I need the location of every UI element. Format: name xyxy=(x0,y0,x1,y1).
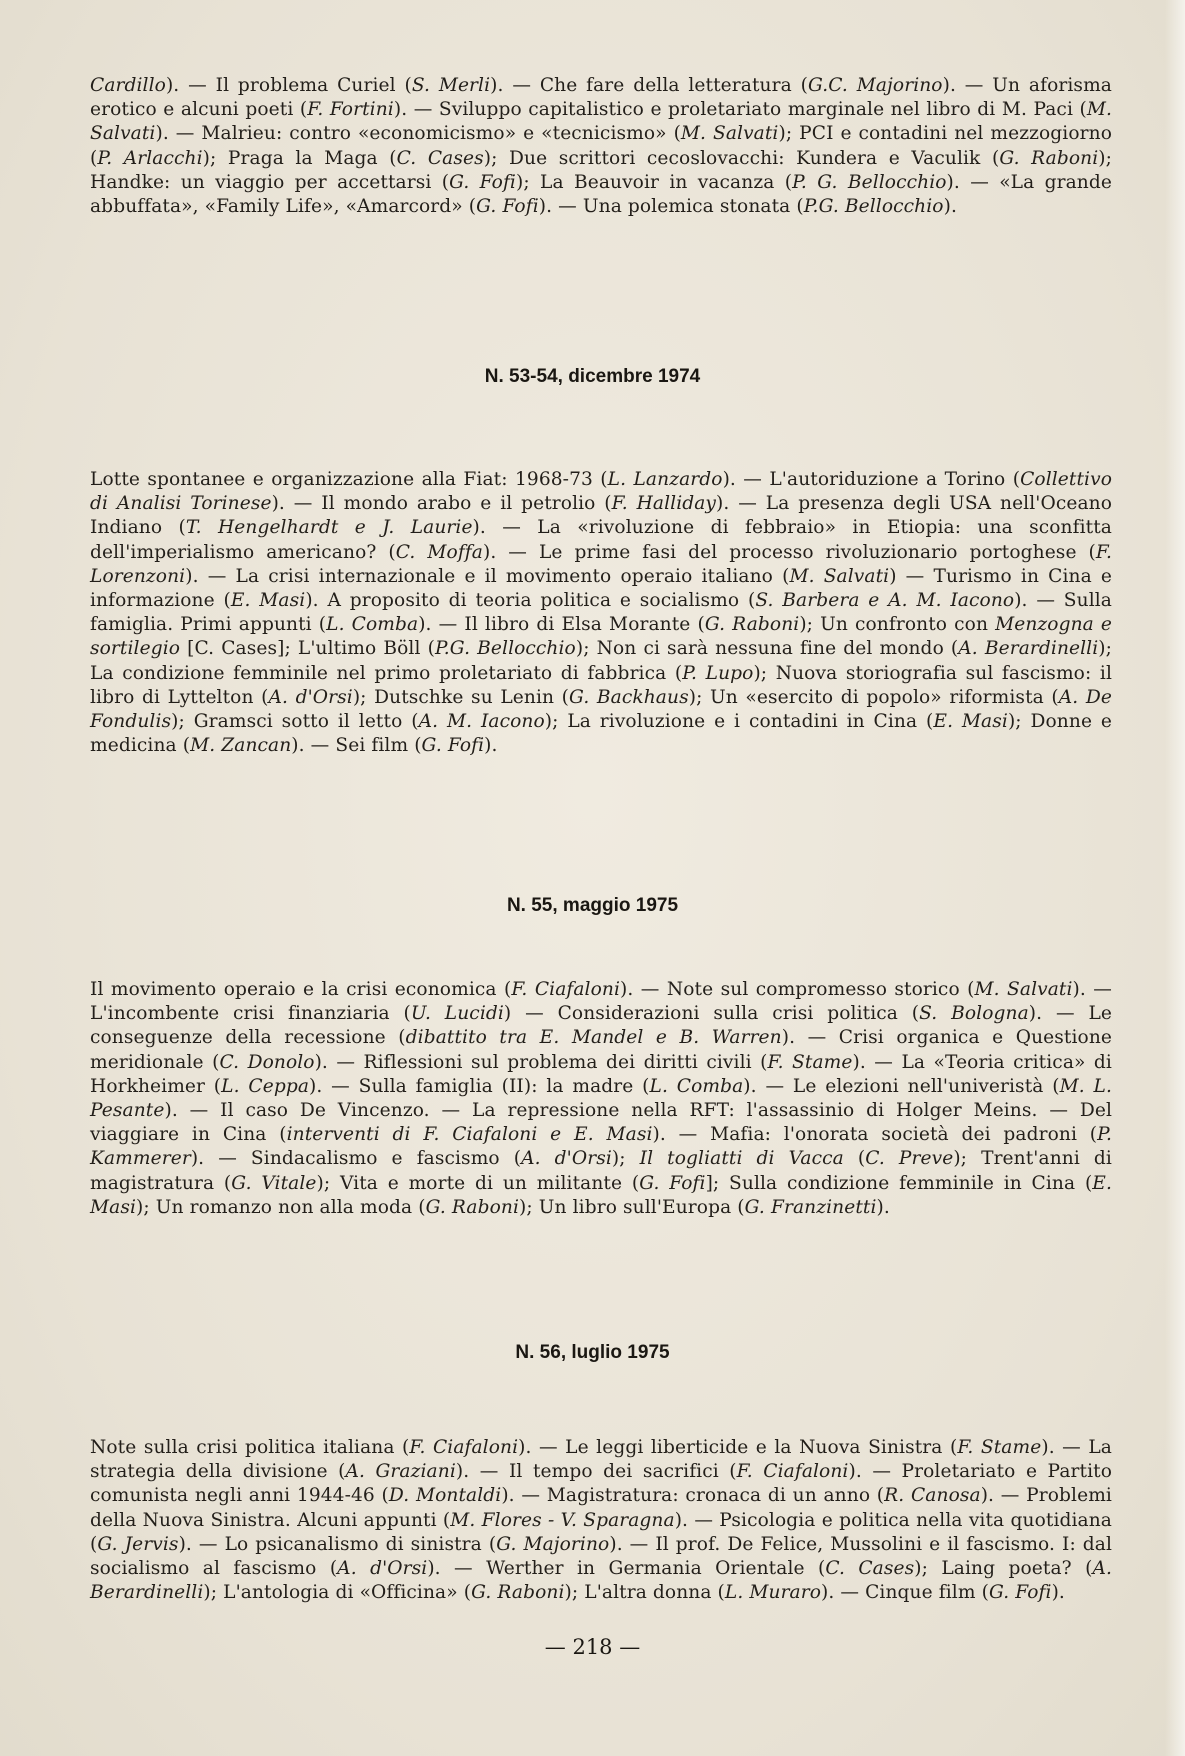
italic-text-run: P. Kammerer xyxy=(90,1124,1112,1170)
italic-text-run: M. Salvati xyxy=(789,565,890,587)
text-run: ). — Magistratura: cronaca di un anno ( xyxy=(501,1485,885,1507)
text-run: ). — Sulla famiglia. Primi appunti ( xyxy=(90,590,1112,636)
text-run: ); Un confronto con xyxy=(799,614,996,636)
italic-text-run: L. Comba xyxy=(326,614,419,636)
text-run: ). — La «rivoluzione di febbraio» in Etiopia: una sconfitta dell'imperialismo americano? ( xyxy=(90,517,1112,563)
text-run: ). — Werther in Germania Orientale ( xyxy=(427,1558,826,1580)
text-run: ); Vita e morte di un militante ( xyxy=(316,1172,640,1194)
italic-text-run: C. Donolo xyxy=(219,1051,315,1073)
text-run: ). — Sulla famiglia (II): la madre ( xyxy=(309,1075,650,1097)
page-edge-shadow xyxy=(1165,0,1185,1756)
text-run: ). — Il mondo arabo e il petrolio ( xyxy=(271,493,612,515)
italic-text-run: F. Lorenzoni xyxy=(90,541,1112,587)
italic-text-run: A. d'Orsi xyxy=(337,1558,428,1580)
italic-text-run: A. Graziani xyxy=(345,1461,456,1483)
italic-text-run: G. Fofi xyxy=(449,171,516,193)
italic-text-run: G. Backhaus xyxy=(569,686,689,708)
text-run: ); L'altra donna ( xyxy=(564,1582,725,1604)
italic-text-run: U. Lucidi xyxy=(410,1003,504,1025)
italic-text-run: A. Berardinelli xyxy=(958,638,1099,660)
text-run: ); Gramsci sotto il letto ( xyxy=(171,711,419,733)
italic-text-run: M. L. Pesante xyxy=(90,1075,1112,1122)
italic-text-run: G. Fofi xyxy=(639,1172,706,1194)
italic-text-run: A. De Fondulis xyxy=(90,686,1112,733)
text-run: ). — «La grande abbuffata», «Family Life», «Amarcord» ( xyxy=(90,171,1112,218)
italic-text-run: G. Vitale xyxy=(231,1172,317,1194)
text-run: ). xyxy=(876,1196,890,1218)
text-run: ). — Le leggi liberticide e la Nuova Sinistra ( xyxy=(518,1437,958,1458)
text-run: ); La Beauvoir in vacanza ( xyxy=(515,171,793,193)
italic-text-run: G. Raboni xyxy=(704,614,800,636)
italic-text-run: F. Stame xyxy=(767,1051,853,1073)
italic-text-run: P.G. Bellocchio xyxy=(434,638,576,660)
text-run: Note sulla crisi politica italiana ( xyxy=(90,1437,410,1458)
italic-text-run: F. Ciafaloni xyxy=(409,1437,519,1458)
text-run: ). — Riflessioni sul problema dei diritti civili ( xyxy=(314,1051,768,1073)
text-run: ). — L'incombente crisi finanziaria ( xyxy=(90,979,1112,1025)
text-run: ); Un romanzo non alla moda ( xyxy=(136,1196,426,1218)
italic-text-run: T. Hengelhardt e J. Laurie xyxy=(185,517,473,539)
italic-text-run: dibattito tra E. Mandel e B. Warren xyxy=(405,1027,782,1049)
text-run: ). — Psicologia e politica nella vita quotidiana ( xyxy=(90,1509,1112,1555)
italic-text-run: A. d'Orsi xyxy=(521,1148,612,1170)
text-run: ). — Le elezioni nell'univeristà ( xyxy=(743,1075,1060,1097)
text-run: ). — Le conseguenze della recessione ( xyxy=(90,1003,1113,1049)
text-run: ). — Il tempo dei sacrifici ( xyxy=(455,1461,737,1483)
text-run: ). — La crisi internazionale e il movimento operaio italiano ( xyxy=(185,565,790,587)
text-run: ). xyxy=(1051,1582,1065,1604)
italic-text-run: P. Arlacchi xyxy=(97,147,203,169)
italic-text-run: G. Fofi xyxy=(988,1582,1052,1604)
text-run: ) — Turismo in Cina e informazione ( xyxy=(90,565,1112,612)
text-run: ). — Le prime fasi del processo rivoluzionario portoghese ( xyxy=(482,541,1096,563)
text-run: ); La condizione femminile nel primo proletariato di fabbrica ( xyxy=(90,638,1112,684)
italic-text-run: M. Flores - V. Sparagna xyxy=(450,1509,675,1531)
italic-text-run: interventi di F. Ciafaloni e E. Masi xyxy=(286,1124,653,1146)
text-run: ). — Sindacalismo e fascismo ( xyxy=(190,1148,522,1170)
italic-text-run: M. Salvati xyxy=(90,99,1112,145)
text-run: ). xyxy=(484,735,498,757)
italic-text-run: S. Barbera e A. M. Iacono xyxy=(755,590,1015,612)
text-run: ). — Lo psicanalismo di sinistra ( xyxy=(178,1533,497,1555)
text-run: ). — Il problema Curiel ( xyxy=(165,75,412,96)
italic-text-run: C. Cases xyxy=(396,147,484,169)
italic-text-run: E. Masi xyxy=(90,1172,1112,1218)
italic-text-run: G. Majorino xyxy=(496,1533,610,1555)
italic-text-run: M. Salvati xyxy=(680,123,779,145)
italic-text-run: F. Halliday xyxy=(611,493,717,515)
italic-text-run: F. Ciafaloni xyxy=(736,1461,849,1483)
text-run: ). — Mafia: l'onorata società dei padroni ( xyxy=(652,1124,1098,1146)
text-run: ]; Sulla condizione femminile in Cina ( xyxy=(705,1172,1093,1194)
text-run: ); Trent'anni di magistratura ( xyxy=(90,1148,1112,1194)
italic-text-run: L. Ceppa xyxy=(221,1075,310,1097)
text-run: ). — Una polemica stonata ( xyxy=(538,196,804,218)
text-run: ); Dutschke su Lenin ( xyxy=(352,686,570,708)
text-run: ); Due scrittori cecoslovacchi: Kundera e Vaculik ( xyxy=(483,147,1000,169)
italic-text-run: G. Fofi xyxy=(476,196,539,218)
section-1-paragraph xyxy=(90,468,1112,758)
italic-text-run: P. G. Bellocchio xyxy=(792,171,947,193)
italic-text-run: G.C. Majorino xyxy=(807,75,943,96)
italic-text-run: G. Fofi xyxy=(421,735,485,757)
text-run: ); Laing poeta? ( xyxy=(914,1558,1093,1580)
text-run: ); PCI e contadini nel mezzogiorno ( xyxy=(90,123,1112,169)
text-run: ); Donne e medicina ( xyxy=(90,711,1112,757)
section-1-heading: N. 53-54, dicembre 1974 xyxy=(484,366,701,387)
text-run: ). — Un aforisma erotico e alcuni poeti ( xyxy=(90,75,1112,121)
italic-text-run: F. Fortini xyxy=(307,99,394,121)
italic-text-run: Cardillo xyxy=(90,75,166,96)
text-run: Il movimento operaio e la crisi economica ( xyxy=(90,979,512,1000)
text-run: ). — Sei film ( xyxy=(291,735,422,757)
italic-text-run: Collettivo di Analisi Torinese xyxy=(90,469,1112,515)
text-run: ). — Il caso De Vincenzo. — La repressione nella RFT: l'assassinio di Holger Meins. — Del viaggiare in Cina ( xyxy=(90,1100,1112,1146)
italic-text-run: G. Raboni xyxy=(471,1582,565,1604)
text-run: ). — Problemi della Nuova Sinistra. Alcuni appunti ( xyxy=(90,1485,1112,1531)
text-run: ). — Proletariato e Partito comunista negli anni 1944-46 ( xyxy=(90,1461,1112,1507)
text-run: ); L'antologia di «Officina» ( xyxy=(203,1582,472,1604)
text-run: ); Praga la Maga ( xyxy=(202,147,397,169)
page-number: — 218 — xyxy=(544,1635,641,1659)
italic-text-run: G. Jervis xyxy=(97,1533,179,1555)
text-run: ). — La «Teoria critica» di Horkheimer ( xyxy=(90,1051,1112,1097)
text-run: ). xyxy=(943,196,957,218)
italic-text-run: G. Raboni xyxy=(999,147,1099,169)
italic-text-run: P.G. Bellocchio xyxy=(803,196,944,218)
text-run: ). — Il prof. De Felice, Mussolini e il fascismo. I: dal socialismo al fascismo ( xyxy=(90,1533,1113,1580)
text-run: Lotte spontanee e organizzazione alla Fiat: 1968-73 ( xyxy=(90,469,608,490)
italic-text-run: A. M. Iacono xyxy=(418,711,545,733)
text-run: ( xyxy=(843,1148,866,1170)
italic-text-run: Il togliatti di Vacca xyxy=(639,1148,844,1170)
italic-text-run: A. Berardinelli xyxy=(90,1558,1112,1604)
text-run: ); xyxy=(611,1148,640,1170)
italic-text-run: L. Muraro xyxy=(724,1582,822,1604)
italic-text-run: C. Preve xyxy=(865,1148,954,1170)
text-run: ); Non ci sarà nessuna fine del mondo ( xyxy=(575,638,959,660)
text-run: ). — Il libro di Elsa Morante ( xyxy=(418,614,705,636)
text-run: ). — Crisi organica e Questione meridionale ( xyxy=(90,1027,1112,1073)
text-run: ). — L'autoriduzione a Torino ( xyxy=(722,469,1021,490)
text-run: ). — La presenza degli USA nell'Oceano Indiano ( xyxy=(90,493,1113,539)
italic-text-run: L. Comba xyxy=(649,1075,744,1097)
text-run: ) — Considerazioni sulla crisi politica ( xyxy=(503,1003,920,1025)
text-run: ); Handke: un viaggio per accettarsi ( xyxy=(90,147,1112,193)
section-3-heading: N. 56, luglio 1975 xyxy=(515,1342,670,1363)
text-run: ). — Note sul compromesso storico ( xyxy=(620,979,975,1000)
italic-text-run: E. Masi xyxy=(230,590,306,612)
text-run: ). — Cinque film ( xyxy=(821,1582,989,1604)
text-run: [C. Cases]; L'ultimo Böll ( xyxy=(180,638,435,660)
italic-text-run: E. Masi xyxy=(933,711,1008,733)
text-run: ). — Malrieu: contro «economicismo» e «tecnicismo» ( xyxy=(155,123,681,145)
text-run: ); La rivoluzione e i contadini in Cina ( xyxy=(544,711,934,733)
italic-text-run: A. d'Orsi xyxy=(268,686,353,708)
text-run: ); Un «esercito di popolo» riformista ( xyxy=(688,686,1059,708)
italic-text-run: C. Cases xyxy=(825,1558,915,1580)
text-run: ). — Sviluppo capitalistico e proletariato marginale nel libro di M. Paci ( xyxy=(393,99,1087,121)
italic-text-run: C. Moffa xyxy=(395,541,483,563)
italic-text-run: G. Franzinetti xyxy=(744,1196,877,1218)
italic-text-run: M. Salvati xyxy=(974,979,1073,1000)
italic-text-run: S. Merli xyxy=(411,75,491,96)
italic-text-run: Menzogna e sortilegio xyxy=(90,614,1113,660)
text-run: ). — La strategia della divisione ( xyxy=(90,1437,1112,1483)
italic-text-run: D. Montaldi xyxy=(388,1485,502,1507)
text-run: ). A proposito di teoria politica e socialismo ( xyxy=(305,590,756,612)
text-run: ); Un libro sull'Europa ( xyxy=(519,1196,745,1218)
section-0-paragraph xyxy=(90,74,1112,219)
italic-text-run: P. Lupo xyxy=(682,662,754,684)
italic-text-run: G. Raboni xyxy=(425,1196,520,1218)
italic-text-run: S. Bologna xyxy=(919,1003,1029,1025)
text-run: ); Nuova storiografia sul fascismo: il libro di Lyttelton ( xyxy=(90,662,1112,708)
italic-text-run: L. Lanzardo xyxy=(607,469,723,490)
italic-text-run: R. Canosa xyxy=(884,1485,981,1507)
italic-text-run: F. Ciafaloni xyxy=(511,979,621,1000)
section-2-heading: N. 55, maggio 1975 xyxy=(506,895,679,916)
italic-text-run: M. Zancan xyxy=(190,735,292,757)
italic-text-run: F. Stame xyxy=(957,1437,1042,1458)
text-run: ). — Che fare della letteratura ( xyxy=(490,75,808,96)
section-2-paragraph xyxy=(90,978,1112,1220)
section-3-paragraph xyxy=(90,1436,1112,1605)
